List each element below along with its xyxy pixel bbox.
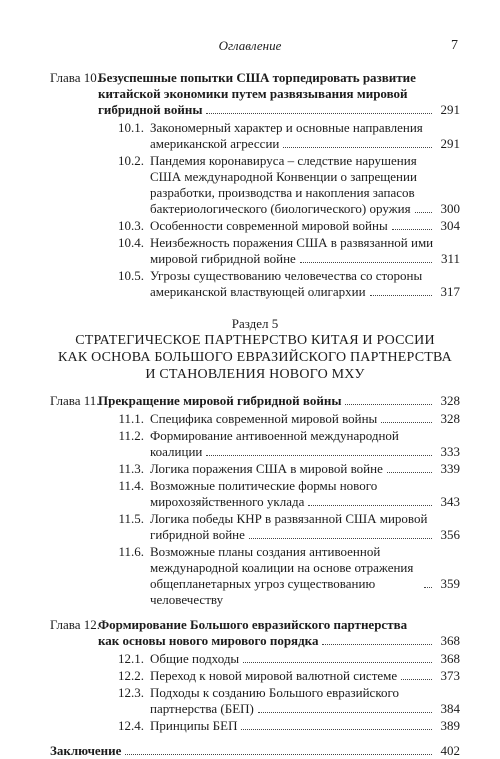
section-title-line: И СТАНОВЛЕНИЯ НОВОГО МХУ [145, 367, 365, 382]
entry-title-line: Возможные политические формы нового [150, 478, 378, 493]
toc-subentry[interactable] [50, 268, 460, 300]
entry-number: 10.1. [118, 120, 144, 135]
toc-subentry[interactable] [50, 461, 460, 477]
entry-title-line: общепланетарных угроз существованию человечеству [150, 576, 376, 607]
toc-subentry[interactable] [50, 718, 460, 734]
entry-title-line: Закономерный характер и основные направления [150, 120, 423, 135]
toc-subentry[interactable] [50, 411, 460, 427]
entry-title-line: Принципы БЕП [150, 718, 238, 733]
toc-subentry[interactable] [50, 668, 460, 684]
section-title [50, 332, 460, 383]
dot-leader [125, 754, 432, 755]
dot-leader [249, 538, 432, 539]
entry-number: 10.2. [118, 153, 144, 168]
entry-number: 12.1. [118, 651, 144, 666]
entry-title-line: международной коалиции на основе отражения [150, 560, 414, 575]
entry-title-line: Прекращение мировой гибридной войны [98, 393, 342, 408]
page-header [0, 38, 500, 58]
dot-leader [415, 212, 432, 213]
entry-title-line: США международной Конвенции о запрещении [150, 169, 417, 184]
entry-title-line: Общие подходы [150, 651, 240, 666]
dot-leader [387, 472, 432, 473]
section-title-line: СТРАТЕГИЧЕСКОЕ ПАРТНЕРСТВО КИТАЯ И РОССИИ [75, 333, 435, 348]
dot-leader [243, 662, 432, 663]
entry-number: 11.6. [118, 544, 144, 559]
spacer [50, 735, 460, 743]
entry-title-line: Подходы к созданию Большого евразийского [150, 685, 399, 700]
entry-page-number: 328 [440, 393, 460, 408]
entry-page-number: 368 [440, 651, 460, 666]
dot-leader [381, 422, 432, 423]
toc-part-b [50, 393, 460, 759]
dot-leader [424, 587, 432, 588]
entry-page-number: 328 [440, 411, 460, 426]
entry-page-number: 291 [440, 102, 460, 117]
toc-subentry[interactable] [50, 544, 460, 608]
entry-page-number: 317 [440, 284, 460, 299]
entry-number: Глава 10. [50, 70, 101, 85]
entry-number: 11.3. [118, 461, 144, 476]
entry-number: 12.4. [118, 718, 144, 733]
section-heading [50, 316, 460, 383]
entry-title-line: Угрозы существованию человечества со стороны [150, 268, 423, 283]
dot-leader [258, 712, 432, 713]
dot-leader [300, 262, 432, 263]
toc-part-a [50, 70, 460, 300]
entry-title-line: Логика поражения США в мировой войне [150, 461, 383, 476]
entry-page-number: 333 [440, 444, 460, 459]
entry-title-line: мировой гибридной войне [150, 251, 296, 266]
entry-page-number: 343 [440, 494, 460, 509]
dot-leader [206, 113, 432, 114]
toc-subentry[interactable] [50, 511, 460, 543]
entry-title-line: Специфика современной мировой войны [150, 411, 378, 426]
entry-title-line: мирохозяйственного уклада [150, 494, 305, 509]
entry-title-line: Неизбежность поражения США в развязанной ими [150, 235, 434, 250]
section-title-line: КАК ОСНОВА БОЛЬШОГО ЕВРАЗИЙСКОГО ПАРТНЕРСТВА [58, 350, 452, 365]
entry-title-line: Логика победы КНР в развязанной США мировой [150, 511, 428, 526]
entry-page-number: 291 [440, 136, 460, 151]
entry-number: 11.2. [118, 428, 144, 443]
entry-title-line: Возможные планы создания антивоенной [150, 544, 381, 559]
toc-subentry[interactable] [50, 120, 460, 152]
entry-number: 10.4. [118, 235, 144, 250]
dot-leader [308, 505, 432, 506]
entry-title-line: Безуспешные попытки США торпедировать развитие [98, 70, 416, 85]
entry-number: 11.4. [118, 478, 144, 493]
toc-chapter-entry[interactable] [50, 70, 460, 118]
entry-title-line: как основы нового мирового порядка [98, 633, 319, 648]
dot-leader [345, 404, 432, 405]
entry-number: Глава 12. [50, 617, 101, 632]
entry-number: 11.1. [118, 411, 144, 426]
entry-title-line: китайской экономики путем развязывания мировой [98, 86, 408, 101]
entry-page-number: 384 [440, 701, 460, 716]
entry-title-line: гибридной войны [98, 102, 203, 117]
dot-leader [401, 679, 432, 680]
entry-page-number: 304 [440, 218, 460, 233]
toc-subentry[interactable] [50, 651, 460, 667]
entry-page-number: 368 [440, 633, 460, 648]
toc-chapter-entry[interactable] [50, 393, 460, 409]
toc-subentry[interactable] [50, 685, 460, 717]
entry-page-number: 389 [440, 718, 460, 733]
toc-subentry[interactable] [50, 218, 460, 234]
entry-title-line: гибридной войне [150, 527, 245, 542]
entry-number: 10.3. [118, 218, 144, 233]
entry-page-number: 339 [440, 461, 460, 476]
toc-chapter-entry[interactable] [50, 743, 460, 759]
dot-leader [241, 729, 432, 730]
toc-subentry[interactable] [50, 428, 460, 460]
dot-leader [283, 147, 432, 148]
running-title: Оглавление [218, 38, 282, 53]
entry-title-line: Формирование Большого евразийского партнерства [98, 617, 408, 632]
entry-title-line: Заключение [50, 743, 122, 758]
dot-leader [370, 295, 432, 296]
entry-title-line: американской агрессии [150, 136, 280, 151]
spacer [50, 609, 460, 617]
entry-title-line: Пандемия коронавируса – следствие нарушения [150, 153, 417, 168]
toc-subentry[interactable] [50, 478, 460, 510]
page-number: 7 [451, 38, 458, 53]
dot-leader [206, 455, 432, 456]
dot-leader [392, 229, 432, 230]
entry-title-line: Особенности современной мировой войны [150, 218, 388, 233]
entry-page-number: 359 [440, 576, 460, 591]
entry-title-line: партнерства (БЕП) [150, 701, 254, 716]
entry-number: 12.2. [118, 668, 144, 683]
entry-title-line: бактериологического (биологического) оружия [150, 201, 411, 216]
entry-page-number: 300 [440, 201, 460, 216]
toc-subentry[interactable] [50, 235, 460, 267]
toc-chapter-entry[interactable] [50, 617, 460, 649]
entry-number: Глава 11. [50, 393, 100, 408]
entry-page-number: 311 [440, 251, 460, 266]
entry-page-number: 373 [440, 668, 460, 683]
entry-title-line: разработки, производства и накопления запасов [150, 185, 415, 200]
entry-title-line: коалиции [150, 444, 203, 459]
section-label: Раздел 5 [231, 316, 279, 331]
entry-title-line: Переход к новой мировой валютной системе [150, 668, 398, 683]
entry-page-number: 356 [440, 527, 460, 542]
entry-number: 12.3. [118, 685, 144, 700]
toc-subentry[interactable] [50, 153, 460, 217]
entry-number: 10.5. [118, 268, 144, 283]
dot-leader [322, 644, 432, 645]
entry-title-line: американской властвующей олигархии [150, 284, 366, 299]
entry-number: 11.5. [118, 511, 144, 526]
entry-page-number: 402 [440, 743, 460, 758]
table-of-contents [50, 70, 460, 759]
entry-title-line: Формирование антивоенной международной [150, 428, 399, 443]
